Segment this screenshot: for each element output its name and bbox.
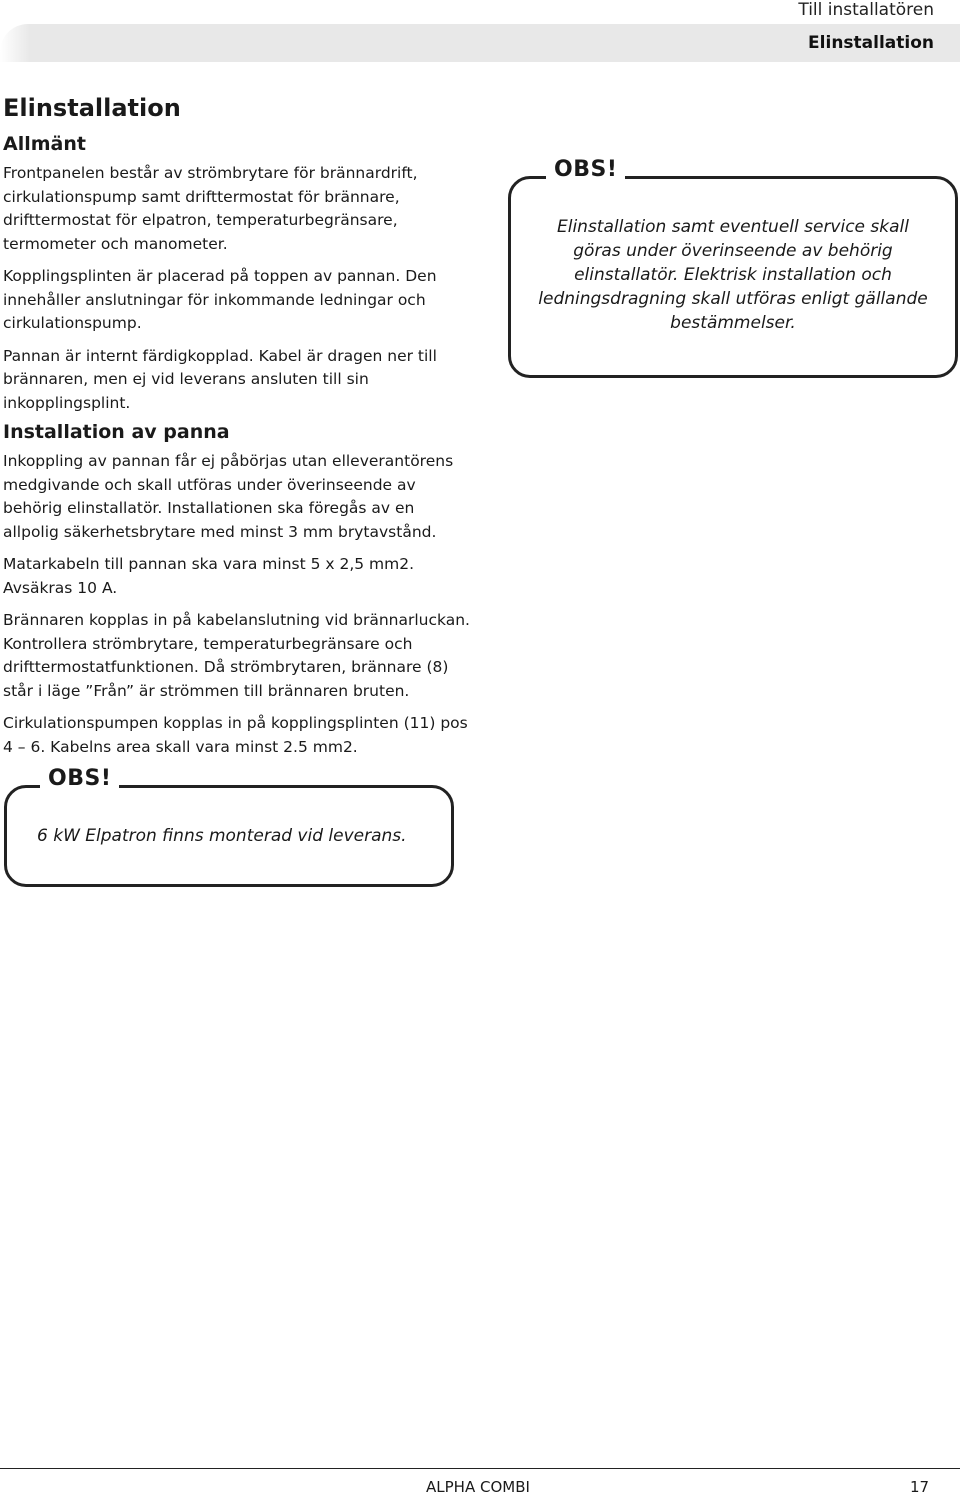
- page-title: Elinstallation: [3, 94, 181, 122]
- allmant-body: [3, 162, 473, 424]
- section-heading-installation: Installation av panna: [3, 421, 230, 443]
- paragraph: Matarkabeln till pannan ska vara minst 5 x 2,5 mm2. Avsäkras 10 A.: [3, 555, 415, 597]
- paragraph: Cirkulationspumpen kopplas in på kopplingsplinten (11) pos 4 – 6. Kabelns area skall vara minst 2.5 mm2.: [3, 714, 468, 756]
- header-title: Elinstallation: [808, 33, 934, 53]
- paragraph: Frontpanelen består av strömbrytare för brännardrift, cirkulationspump samt drifttermostat för brännare, drifttermostat för elpatron, temperaturbegränsare, termometer och manometer.: [3, 164, 418, 253]
- obs-elpatron-label: OBS!: [40, 766, 119, 791]
- obs-elpatron-box: [4, 785, 454, 887]
- paragraph: Kopplingsplinten är placerad på toppen av pannan. Den innehåller anslutningar för inkommande ledningar och cirkulationspump.: [3, 267, 437, 332]
- paragraph: Brännaren kopplas in på kabelanslutning vid brännarluckan. Kontrollera strömbrytare, temperaturbegränsare och drifttermostatfunktionen. Då strömbrytaren, brännare (8) står i läge ”Från” är strömmen till brännaren bruten.: [3, 611, 470, 700]
- section-heading-allmant: Allmänt: [3, 133, 86, 155]
- installation-body: [3, 450, 473, 768]
- obs-elpatron-text: 6 kW Elpatron finns monterad vid leverans.: [37, 826, 407, 846]
- obs-notice-box: [508, 176, 958, 378]
- header-section-label: Till installatören: [798, 0, 934, 20]
- footer-rule: [0, 1468, 960, 1469]
- obs-notice-text: Elinstallation samt eventuell service skall göras under överinseende av behörig elinstallatör. Elektrisk installation och ledningsdragning skall utföras enligt gällande bestämmelser.: [538, 217, 928, 333]
- obs-notice-label: OBS!: [546, 157, 625, 182]
- paragraph: Inkoppling av pannan får ej påbörjas utan elleverantörens medgivande och skall utföras under överinseende av behörig elinstallatör. Installationen ska föregås av en allpolig säkerhetsbrytare med minst 3 mm brytavstånd.: [3, 452, 454, 541]
- page-number: 17: [910, 1478, 930, 1496]
- paragraph: Pannan är internt färdigkopplad. Kabel är dragen ner till brännaren, men ej vid leverans ansluten till sin inkopplingsplint.: [3, 346, 437, 412]
- footer-brand: ALPHA COMBI: [426, 1478, 530, 1496]
